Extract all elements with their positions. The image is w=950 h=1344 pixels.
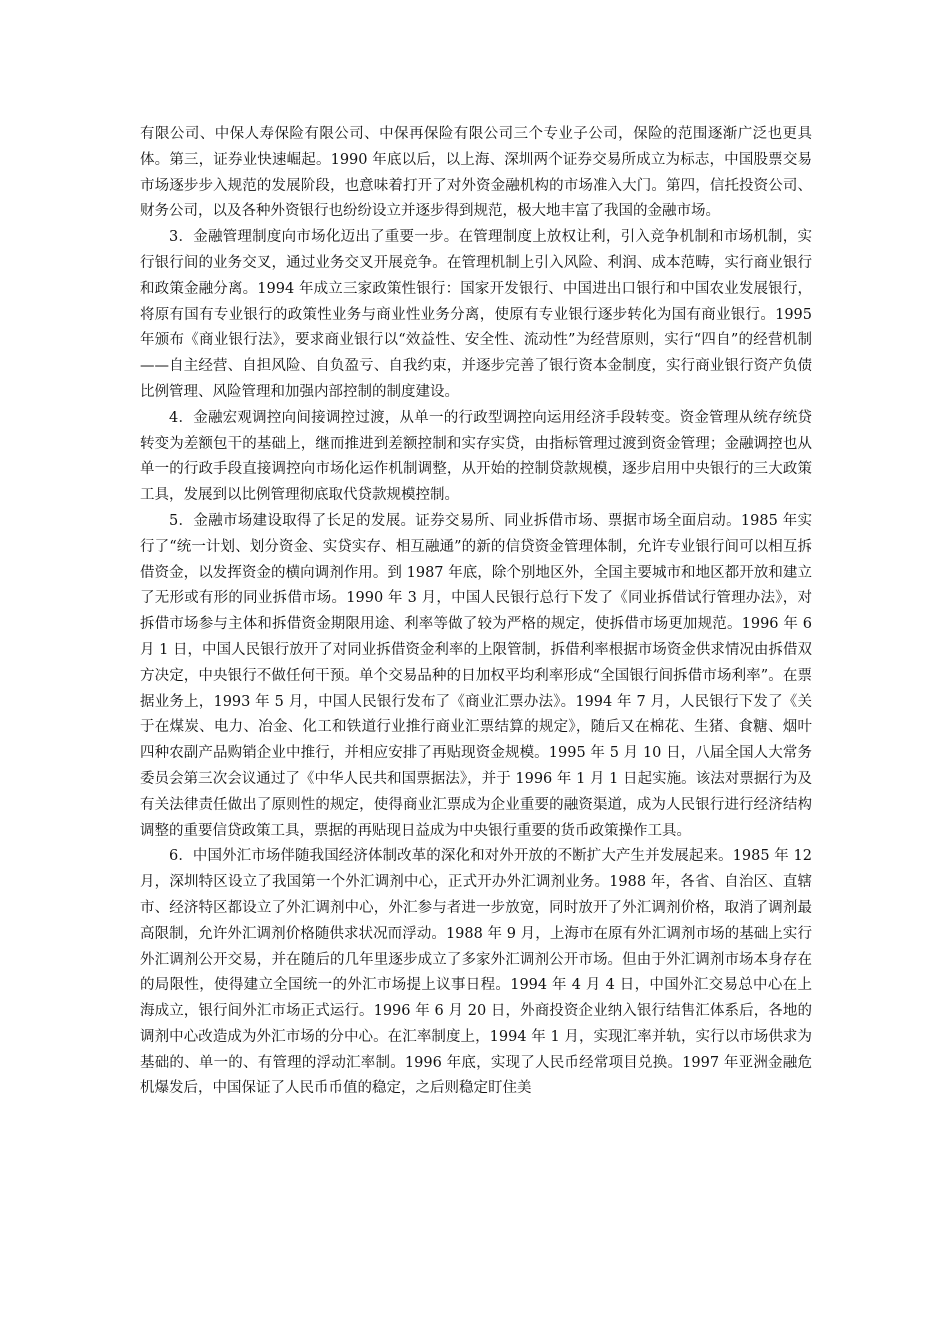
- paragraph-6-forex-market: 6．中国外汇市场伴随我国经济体制改革的深化和对外开放的不断扩大产生并发展起来。1985 年 12 月，深圳特区设立了我国第一个外汇调剂中心，正式开办外汇调剂业务。1988 年，各省、自治区、直辖市、经济特区都设立了外汇调剂中心，外汇参与者进一步放宽，同时放开了外汇调剂价格，取消了调剂最高限制，允许外汇调剂价格随供求状况而浮动。1988 年 9 月，上海市在原有外汇调剂市场的基础上实行外汇调剂公开交易，并在随后的几年里逐步成立了多家外汇调剂公开市场。但由于外汇调剂市场本身存在的局限性，使得建立全国统一的外汇市场提上议事日程。1994 年 4 月 4 日，中国外汇交易总中心在上海成立，银行间外汇市场正式运行。1996 年 6 月 20 日，外商投资企业纳入银行结售汇体系后，各地的调剂中心改造成为外汇市场的分中心。在汇率制度上，1994 年 1 月，实现汇率并轨，实行以市场供求为基础的、单一的、有管理的浮动汇率制。1996 年底，实现了人民币经常项目兑换。1997 年亚洲金融危机爆发后，中国保证了人民币币值的稳定，之后则稳定盯住美: [140, 848, 812, 1097]
- paragraph-3-management-system: 3．金融管理制度向市场化迈出了重要一步。在管理制度上放权让利，引入竞争机制和市场机制，实行银行间的业务交叉，通过业务交叉开展竞争。在管理机制上引入风险、利润、成本范畴，实行商业银行和政策金融分离。1994 年成立三家政策性银行：国家开发银行、中国进出口银行和中国农业发展银行，将原有国有专业银行的政策性业务与商业性业务分离，使原有专业银行逐步转化为国有商业银行。1995 年颁布《商业银行法》，要求商业银行以“效益性、安全性、流动性”为经营原则，实行“四自”的经营机制——自主经营、自担风险、自负盈亏、自我约束，并逐步完善了银行资本金制度，实行商业银行资产负债比例管理、风险管理和加强内部控制的制度建设。: [140, 229, 812, 400]
- paragraph-5-market-construction: 5．金融市场建设取得了长足的发展。证券交易所、同业拆借市场、票据市场全面启动。1985 年实行了“统一计划、划分资金、实贷实存、相互融通”的新的信贷资金管理体制，允许专业银行间可以相互拆借资金，以发挥资金的横向调剂作用。到 1987 年底，除个别地区外，全国主要城市和地区都开放和建立了无形或有形的同业拆借市场。1990 年 3 月，中国人民银行总行下发了《同业拆借试行管理办法》，对拆借市场参与主体和拆借资金期限用途、利率等做了较为严格的规定，使拆借市场更加规范。1996 年 6 月 1 日，中国人民银行放开了对同业拆借资金利率的上限管制，拆借利率根据市场资金供求情况由拆借双方决定，中央银行不做任何干预。单个交易品种的日加权平均利率形成“全国银行间拆借市场利率”。在票据业务上，1993 年 5 月，中国人民银行发布了《商业汇票办法》。1994 年 7 月，人民银行下发了《关于在煤炭、电力、冶金、化工和铁道行业推行商业汇票结算的规定》，随后又在棉花、生猪、食糖、烟叶四种农副产品购销企业中推行，并相应安排了再贴现资金规模。1995 年 5 月 10 日，八届全国人大常务委员会第三次会议通过了《中华人民共和国票据法》，并于 1996 年 1 月 1 日起实施。该法对票据行为及有关法律责任做出了原则性的规定，使得商业汇票成为企业重要的融资渠道，成为人民银行进行经济结构调整的重要信贷政策工具，票据的再贴现日益成为中央银行重要的货币政策操作工具。: [140, 512, 812, 839]
- paragraph-4-macro-control: 4．金融宏观调控向间接调控过渡，从单一的行政型调控向运用经济手段转变。资金管理从统存统贷转变为差额包干的基础上，继而推进到差额控制和实存实贷，由指标管理过渡到资金管理；金融调控也从单一的行政手段直接调控向市场化运作机制调整，从开始的控制贷款规模，逐步启用中央银行的三大政策工具，发展到以比例管理彻底取代贷款规模控制。: [140, 409, 812, 504]
- document-body: [140, 122, 812, 1102]
- paragraph-continuation: 有限公司、中保人寿保险有限公司、中保再保险有限公司三个专业子公司，保险的范围逐渐广泛也更具体。第三，证券业快速崛起。1990 年底以后，以上海、深圳两个证券交易所成立为标志，中国股票交易市场逐步步入规范的发展阶段，也意味着打开了对外资金融机构的市场准入大门。第四，信托投资公司、财务公司，以及各种外资银行也纷纷设立并逐步得到规范，极大地丰富了我国的金融市场。: [140, 126, 812, 220]
